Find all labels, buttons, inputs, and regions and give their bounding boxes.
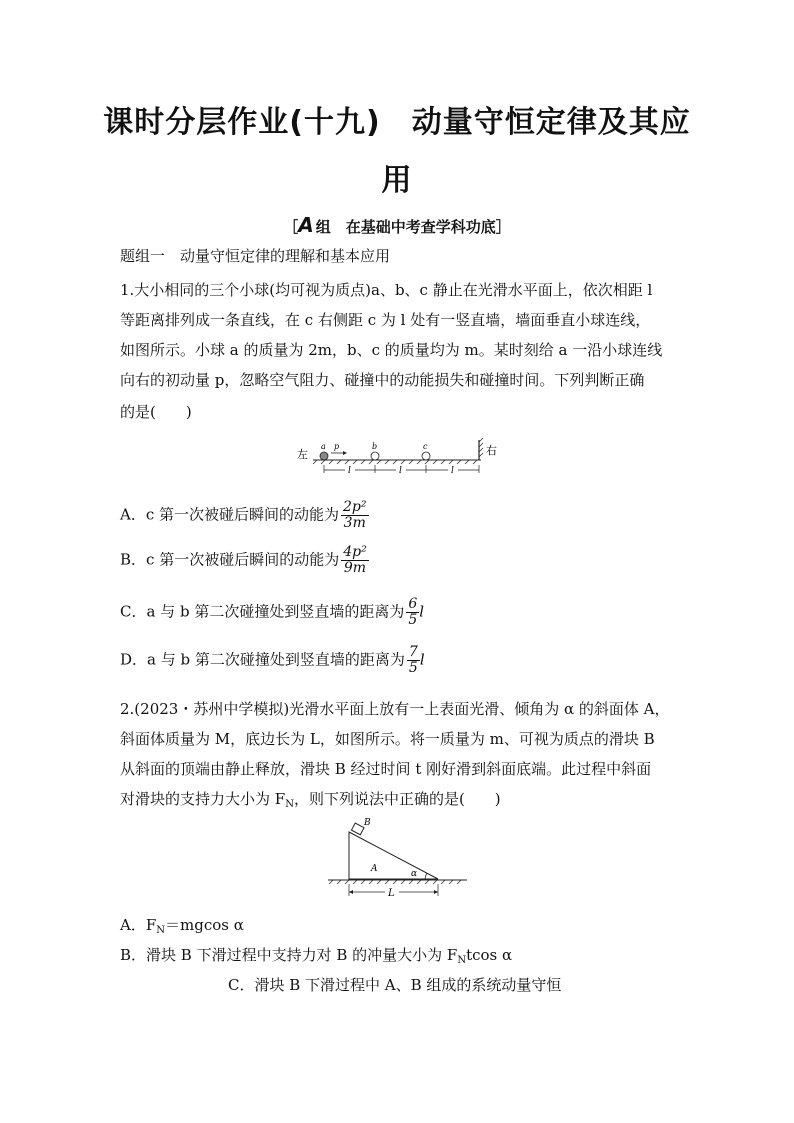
ball-b — [371, 452, 379, 460]
dim-l-3: l — [451, 466, 454, 476]
q2-line4-sub: N — [285, 799, 294, 810]
q1-figure — [295, 438, 500, 478]
fig1-left-label: 左 — [297, 448, 308, 461]
q2-option-a-sub: N — [156, 925, 165, 936]
q1-option-d-text: D．a 与 b 第二次碰撞处到竖直墙的距离为 — [120, 650, 405, 669]
fraction-denominator: 5 — [408, 660, 418, 676]
fraction-denominator: 5 — [408, 612, 418, 628]
bracket-right: ］ — [495, 218, 511, 236]
q1-line5: 的是( ) — [120, 403, 192, 421]
q2-option-a-part1: A．F — [120, 916, 157, 934]
fraction — [341, 545, 368, 576]
q1-line2: 等距离排列成一条直线，在 c 右侧距 c 为 l 处有一竖直墙，墙面垂直小球连线， — [120, 311, 651, 329]
q2-line4-b: ，则下列说法中正确的是( ) — [293, 790, 501, 808]
q2-option-a[interactable] — [120, 914, 244, 936]
ball-a — [320, 452, 328, 460]
dim-l-2: l — [399, 466, 402, 476]
group-badge: A — [298, 213, 314, 237]
page-title-line1: 课时分层作业(十九) 动量守恒定律及其应 — [103, 105, 691, 140]
q2-option-c[interactable]: C．滑块 B 下滑过程中 A、B 组成的系统动量守恒 — [228, 976, 562, 994]
section-heading: 题组一 动量守恒定律的理解和基本应用 — [120, 247, 391, 265]
q1-option-d-tail: l — [419, 650, 425, 669]
fraction-numerator: 6 — [408, 596, 418, 612]
q1-line1: 1.大小相同的三个小球(均可视为质点)a、b、c 静止在光滑水平面上，依次相距 l — [120, 281, 653, 299]
block-B — [351, 823, 364, 835]
q2-line2: 斜面体质量为 M，底边长为 L，如图所示。将一质量为 m、可视为质点的滑块 B — [120, 730, 655, 748]
q1-option-a-text: A．c 第一次被碰后瞬间的动能为 — [120, 505, 340, 524]
label-p: p — [334, 442, 340, 451]
q2-option-b-sub: N — [457, 955, 467, 966]
label-b: b — [372, 442, 378, 451]
dim-l-1: l — [348, 466, 351, 476]
q2-option-b[interactable] — [120, 944, 512, 966]
group-heading — [0, 213, 794, 237]
fraction — [341, 500, 368, 531]
label-B: B — [364, 818, 371, 828]
fraction-numerator: 7 — [408, 644, 418, 660]
label-A: A — [371, 864, 378, 874]
q1-option-c-text: C．a 与 b 第二次碰撞处到竖直墙的距离为 — [120, 602, 405, 621]
q2-line4-a: 对滑块的支持力大小为 F — [120, 790, 286, 808]
q1-option-c[interactable] — [120, 597, 424, 628]
fraction-denominator: 3m — [343, 515, 366, 531]
q1-option-b-text: B．c 第一次被碰后瞬间的动能为 — [120, 550, 340, 569]
fraction-denominator: 9m — [343, 560, 367, 576]
q2-line3: 从斜面的顶端由静止释放，滑块 B 经过时间 t 刚好滑到斜面底端。此过程中斜面 — [120, 760, 652, 778]
q1-line4: 向右的初动量 p，忽略空气阻力、碰撞中的动能损失和碰撞时间。下列判断正确 — [120, 371, 645, 389]
q2-line1: 2.(2023・苏州中学模拟)光滑水平面上放有一上表面光滑、倾角为 α 的斜面体 A， — [120, 700, 670, 718]
q2-option-b-part2: tcos α — [466, 946, 513, 964]
label-alpha: α — [411, 869, 418, 879]
q1-option-c-tail: l — [419, 602, 425, 621]
q1-option-b[interactable] — [120, 545, 369, 576]
q1-option-a[interactable] — [120, 500, 369, 531]
q1-line3: 如图所示。小球 a 的质量为 2m，b、c 的质量均为 m。某时刻给 a 一沿小球连线 — [120, 341, 663, 359]
fraction-numerator: 4p² — [343, 544, 367, 560]
q2-figure — [325, 812, 470, 907]
incline-A — [349, 832, 438, 879]
fraction — [406, 597, 419, 628]
q2-option-a-part2: ＝mgcos α — [165, 916, 244, 934]
group-label: 组 在基础中考查学科功底 — [315, 218, 496, 236]
label-a: a — [321, 442, 326, 451]
bracket-left: ［ — [283, 218, 299, 236]
fraction — [407, 645, 420, 676]
label-c: c — [423, 442, 428, 451]
q2-option-b-part1: B．滑块 B 下滑过程中支持力对 B 的冲量大小为 F — [120, 946, 458, 964]
fraction-numerator: 2p² — [343, 499, 367, 515]
label-L: L — [388, 888, 395, 899]
page-title-line2: 用 — [381, 163, 413, 198]
ball-c — [422, 452, 430, 460]
q1-option-d[interactable] — [120, 645, 425, 676]
fig1-right-label: 右 — [486, 444, 497, 457]
